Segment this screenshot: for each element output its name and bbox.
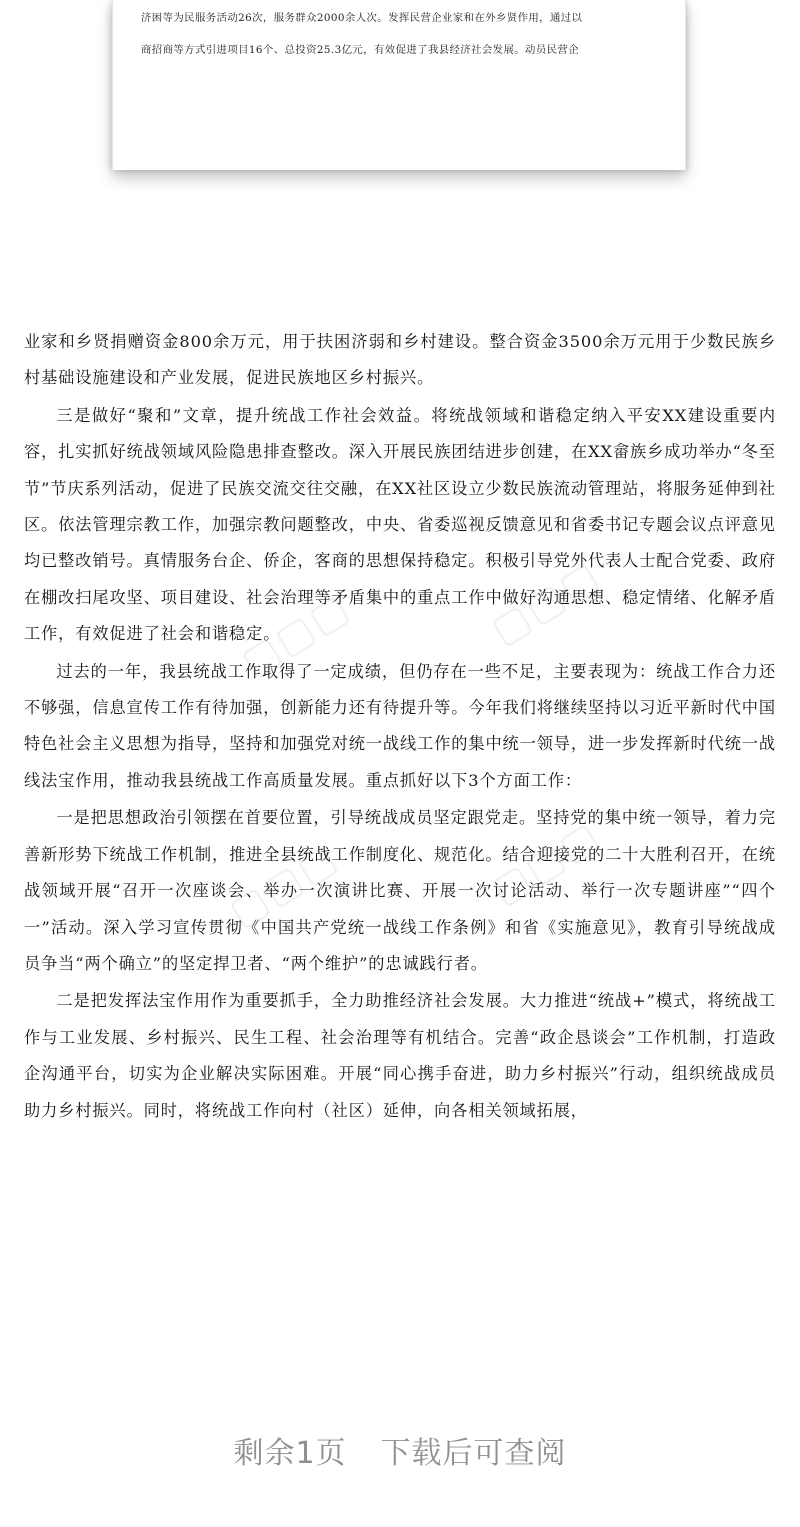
paragraph-third-point: 三是做好“聚和”文章，提升统战工作社会效益。将统战领域和谐稳定纳入平安XX建设重要内容，扎实抓好统战领域风险隐患排查整改。深入开展民族团结进步创建，在XX畲族乡成功举办“冬至节”节庆系列活动，促进了民族交流交往交融，在XX社区设立少数民族流动管理站，将服务延伸到社区。依法管理宗教工作，加强宗教问题整改，中央、省委巡视反馈意见和省委书记专题会议点评意见均已整改销号。真情服务台企、侨企，客商的思想保持稳定。积极引导党外代表人士配合党委、政府在棚改扫尾攻坚、项目建设、社会治理等矛盾集中的重点工作中做好沟通思想、稳定情绪、化解矛盾工作，有效促进了社会和谐稳定。 (24, 405, 776, 644)
paragraph-summary: 过去的一年，我县统战工作取得了一定成绩，但仍存在一些不足，主要表现为：统战工作合力还不够强，信息宣传工作有待加强，创新能力还有待提升等。今年我们将继续坚持以习近平新时代中国特色社会主义思想为指导，坚持和加强党对统一战线工作的集中统一领导，进一步发挥新时代统一战线法宝作用，推动我县统战工作高质量发展。重点抓好以下3个方面工作： (24, 661, 776, 790)
previous-page-line-2: 商招商等方式引进项目16个、总投资25.3亿元，有效促进了我县经济社会发展。动员民营企 (141, 44, 580, 56)
previous-page-line-1: 济困等为民服务活动26次，服务群众2000余人次。发挥民营企业家和在外乡贤作用，通过以 (141, 12, 583, 24)
previous-page-card (112, 0, 686, 170)
paragraph-second-task: 二是把发挥法宝作用作为重要抓手，全力助推经济社会发展。大力推进“统战+”模式，将统战工作与工业发展、乡村振兴、民生工程、社会治理等有机结合。完善“政企恳谈会”工作机制，打造政企沟通平台，切实为企业解决实际困难。开展“同心携手奋进，助力乡村振兴”行动，组织统战成员助力乡村振兴。同时，将统战工作向村（社区）延伸，向各相关领域拓展， (24, 991, 776, 1120)
paragraph-first-task: 一是把思想政治引领摆在首要位置，引导统战成员坚定跟党走。坚持党的集中统一领导，着力完善新形势下统战工作机制，推进全县统战工作制度化、规范化。结合迎接党的二十大胜利召开，在统战领域开展“召开一次座谈会、举办一次演讲比赛、开展一次讨论活动、举行一次专题讲座”“四个一”活动。深入学习宣传贯彻《中国共产党统一战线工作条例》和省《实施意见》，教育引导统战成员争当“两个确立”的坚定捍卫者、“两个维护”的忠诚践行者。 (24, 808, 776, 973)
download-prompt[interactable] (0, 1428, 800, 1472)
download-to-view-label: 下载后可查阅 (380, 1436, 567, 1471)
watermark-mark: ▢▢▢ (220, 833, 347, 937)
watermark-mark: ▢▢▢ (482, 551, 609, 655)
watermark-mark: ▢▢▢ (232, 583, 359, 687)
watermark-mark: ▢▢▢ (482, 811, 609, 915)
remaining-pages-label: 剩余1页 (233, 1436, 347, 1471)
paragraph-continuation: 业家和乡贤捐赠资金800余万元，用于扶困济弱和乡村建设。整合资金3500余万元用于少数民族乡村基础设施建设和产业发展，促进民族地区乡村振兴。 (24, 332, 776, 388)
document-body (24, 324, 776, 1129)
